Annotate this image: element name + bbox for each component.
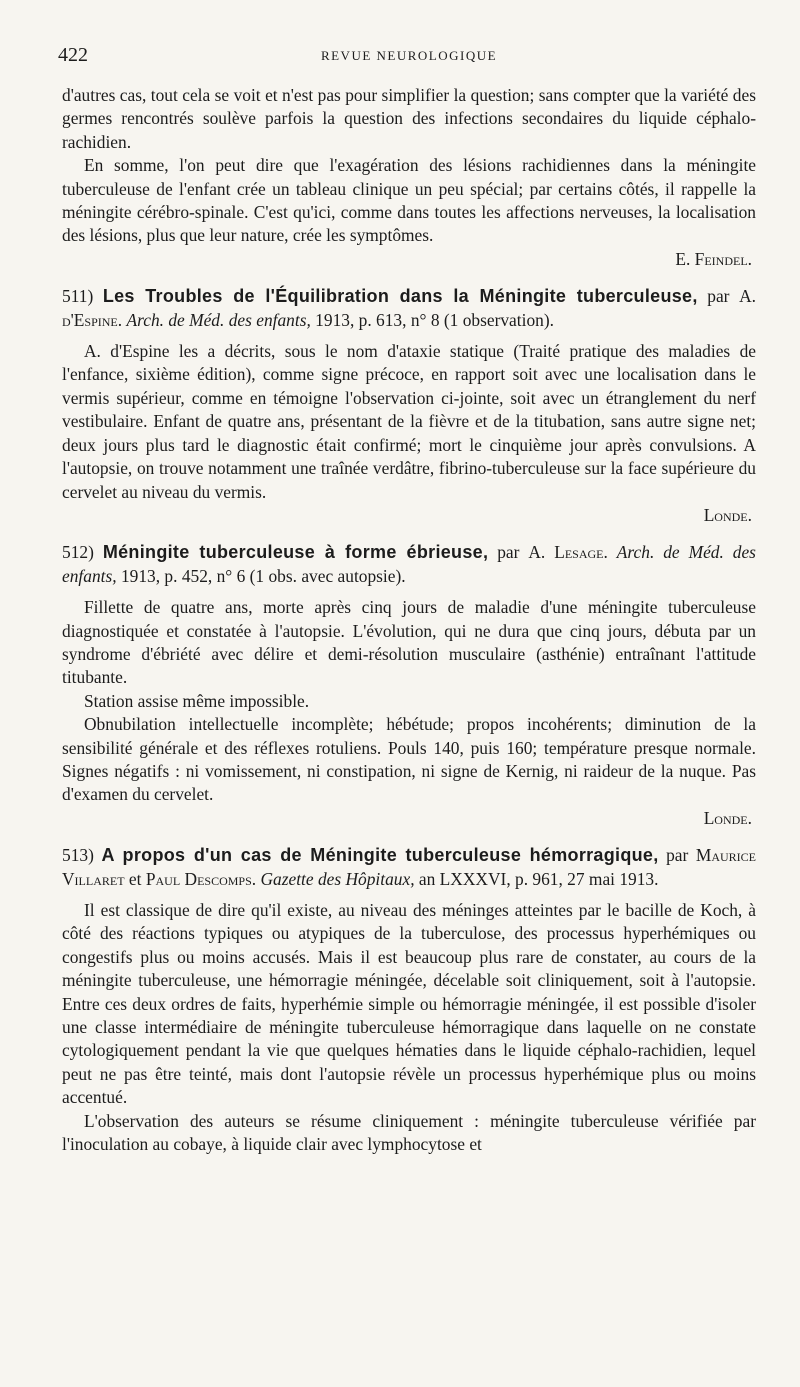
article-heading <box>62 844 756 891</box>
article-source: Arch. de Méd. des enfants, <box>126 309 311 330</box>
article-title: A propos d'un cas de Méningite tuberculeuse hémorragique, <box>101 845 659 866</box>
article-paragraph-2: L'observation des auteurs se résume cliniquement : méningite tuberculeuse vérifiée par l'inoculation au cobaye, à liquide clair avec lymphocytose et <box>62 1110 756 1155</box>
article-source: Gazette des Hôpitaux, <box>260 868 415 889</box>
intro-paragraph-2: En somme, l'on peut dire que l'exagération des lésions rachidiennes dans la méningite tuberculeuse de l'enfant crée un tableau clinique un peu spécial; par certains côtés, il rappelle la méningite cérébro-spinale. C'est qu'ici, comme dans toutes les affections nerveuses, la localisation des lésions, plus que leur nature, crée les symptômes. <box>62 155 756 246</box>
page-number: 422 <box>58 44 88 66</box>
article-513 <box>62 844 756 1156</box>
article-author-2: Paul Descomps. <box>145 868 257 889</box>
article-512 <box>62 541 756 830</box>
article-number: 511) <box>62 286 94 307</box>
article-511 <box>62 285 756 527</box>
article-author-1: Maurice Villaret <box>62 845 756 889</box>
article-signature: Londe. <box>703 807 752 828</box>
page-header <box>58 44 760 72</box>
article-by: par <box>666 845 689 866</box>
intro-signature: E. Feindel. <box>675 248 752 269</box>
intro-paragraph-1: d'autres cas, tout cela se voit et n'est pas pour simplifier la question; sans compter que la variété des germes rencontrés soulève parfois la question des infections secondaires du liquide céphalo-rachidien. <box>62 85 756 152</box>
article-number: 512) <box>62 542 94 563</box>
running-title: REVUE NEUROLOGIQUE <box>320 48 498 63</box>
article-number: 513) <box>62 845 94 866</box>
article-by: par <box>497 542 520 563</box>
article-paragraph: A. d'Espine les a décrits, sous le nom d'ataxie statique (Traité pratique des maladies de l'enfance, sixième édition), comme signe précoce, en rapport soit avec une localisation dans le vermis supérieur, comme en témoigne l'observation ci-jointe, soit avec un étranglement du nerf vestibulaire. Enfant de quatre ans, présentant de la fièvre et de la titubation, sans autre signe net; deux jours plus tard le diagnostic était confirmé; mort le cinquième jour après convulsions. A l'autopsie, on trouve notamment une traînée verdâtre, fibrino-tuberculeuse sur la face supérieure du cervelet au niveau du vermis. <box>62 341 756 502</box>
article-ref: 1913, p. 613, n° 8 (1 observation). <box>315 309 554 330</box>
article-and: et <box>128 868 142 889</box>
article-heading <box>62 541 756 588</box>
article-by: par <box>707 286 730 307</box>
article-title: Méningite tuberculeuse à forme ébrieuse, <box>102 542 489 563</box>
article-paragraph-3: Obnubilation intellectuelle incomplète; hébétude; propos incohérents; diminution de la sensibilité générale et des réflexes rotuliens. Pouls 140, puis 160; température presque normale. Signes négatifs : ni vomissement, ni constipation, ni signe de Kernig, ni raideur de la nuque. Pas d'examen du cervelet. <box>62 714 756 805</box>
article-heading <box>62 285 756 332</box>
article-paragraph-2: Station assise même impossible. <box>84 690 310 711</box>
article-author: A. d'Espine. <box>62 286 756 330</box>
article-title: Les Troubles de l'Équilibration dans la Méningite tuberculeuse, <box>102 286 698 307</box>
article-source: Arch. de Méd. des enfants, <box>62 542 756 586</box>
article-ref: 1913, p. 452, n° 6 (1 obs. avec autopsie). <box>120 565 406 586</box>
page-body <box>62 84 756 1156</box>
article-signature: Londe. <box>703 504 752 525</box>
article-author: A. Lesage. <box>528 542 608 563</box>
article-paragraph-1: Fillette de quatre ans, morte après cinq jours de maladie d'une méningite tuberculeuse diagnostiquée et constatée à l'autopsie. L'évolution, qui ne dura que cinq jours, débuta par un syndrome d'ébriété avec délire et demi-résolution musculaire (asthénie) entraînant l'attitude titubante. <box>62 597 756 688</box>
article-paragraph-1: Il est classique de dire qu'il existe, au niveau des méninges atteintes par le bacille de Koch, à côté des réactions typiques ou atypiques de la tuberculose, des processus hyperhémiques ou congestifs plus ou moins accusés. Mais il est beaucoup plus rare de constater, au cours de la méningite tuberculeuse, une hémorragie méningée, décelable soit cliniquement, soit à l'autopsie. Entre ces deux ordres de faits, hyperhémie simple ou hémorragie méningée, il est possible d'isoler une classe intermédiaire de méningite tuberculeuse hémorragique dans laquelle on ne constate cytologiquement pendant la vie que quelques hématies dans le liquide céphalo-rachidien, lequel peut ne pas être teinté, mais dont l'autopsie révèle un processus hyperhémique plus ou moins accentué. <box>62 900 756 1108</box>
article-ref: an LXXXVI, p. 961, 27 mai 1913. <box>418 868 659 889</box>
